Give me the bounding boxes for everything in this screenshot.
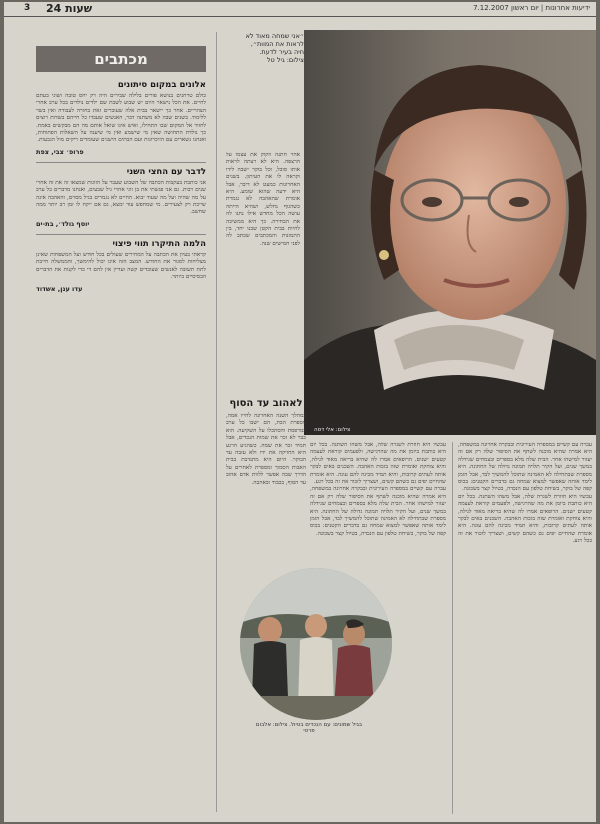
newspaper-page — [4, 2, 596, 822]
portrait-photo — [304, 30, 596, 435]
letter2-signature: יוסף גולד׳, בת-ים — [36, 219, 90, 228]
letter2-headline: לדבר עם החצי השני — [126, 166, 206, 177]
page-header — [4, 2, 596, 17]
letter3-body: קראתי בעיון את הכתבה על המחירים שעולים בכל חודש ועל המשפחות שאינן מצליחות לסגור את החודש. המצב הזה אינו יכול להימשך, והממשלה חייבת לתת תשובה לאנשים שעובדים קשה ועדיין אין להם די כדי לקנות את הדברים הבסיסיים ביותר. — [36, 251, 206, 281]
page-number: 3 — [24, 3, 31, 13]
article-upper-text: אחר חתנה וזקוק את עצמו על הרצפה. היא לא רצתה לראות אותו סובל, וכל בוקר ישבה לידו וקראה לו את העיתון. בשנים האחרונות כמעט לא דיבר, אבל היא ידעה שהוא שומע. היא אומרת שהאהבה לא נגמרת כשהגוף נחלש, ושהיא הייתה עושה הכל מחדש אילו נתנו לה את הבחירה. כך היא ממשיכה לחיות בבית הקטן שבנו יחד, בין התמונות והמכתבים שכתב לה לפני חמישים שנה. — [226, 152, 300, 247]
family-illustration — [240, 568, 392, 720]
divider — [36, 162, 206, 163]
letters-column — [36, 80, 206, 816]
photo-caption: ״אני שמחה מאוד לא לראות את המוות״, חיה בעיר לדעת. צילום: גיל טל — [245, 32, 304, 64]
body-column-2: עכשיו היא חוזרת לשגרה שלה, אבל משהו השתנה. בכל יום היא כותבת ביומן את מה שהרגישה, ולפעמים קוראת לעצמה קטעים ישנים. הרופאים אמרו לה שהיא בריאה מאוד לגילה, והיא צוחקת ואומרת שזה בזכות האהבה. השכנים באים לבקר אותה לעתים קרובות, והיא תמיד מכינה להם עוגה. היא אומרת שהחיים יפים גם כשהם קשים, ושצריך לזכור את זה בכל רגע. עברה עם קשיים במספרה העירונית ובבקרה אחרונה במשפחה, היא אמרה שהיא מוכנה לשתף את הסיפור שלה רק אם זה יעזור למישהו אחר. הבית שלה מלא בספרים ובצמחים שגידלה במשך שנים, ועל הקיר תלויה תמונה גדולה של החתונה. היא מספרת שבתחילה לא האמינה שתוכל להמשיך לבד, אבל הזמן לימד אותה שאפשר למצוא שמחה גם בדברים הקטנים: בכוס קפה של בוקר, בשיחת טלפון עם הנכדה, בטיול קצר בשכונה. — [310, 442, 446, 537]
divider — [36, 234, 206, 235]
section-name: 24 שעות — [46, 2, 93, 15]
article-middle — [226, 398, 306, 566]
letter1-headline: אלונים במקום סיתונים — [117, 80, 206, 90]
publication-line: ידיעות אחרונות | יום ראשון 7.12.2007 — [473, 4, 590, 12]
letter3-signature: עדו ענן, אשדוד — [36, 284, 83, 293]
family-photo-caption: בגיל שמונים: עם הנכדים בטיול. צילום: אלבום פרטי — [255, 722, 363, 734]
article-lower-text: במהלך השנה האחרונה לחייו אמה, מספרת הבת, הם ישבו כל ערב במרפסת והסתכלו על השקיעה. הוא כבר לא זכר את שמות הנכדים, אבל תמיד זכר את שמה. כשהגיע הרגע היא החזיקה את ידו ולא עזבה עד הבוקר. היום היא מתנדבת בבית האבות הסמוך ומספרת לאחרים על הדרך שבה אפשר ללוות אדם אהוב עד הסוף, בכבוד ובאהבה. — [226, 413, 306, 486]
letter3-headline: הלמה התיקרו תווי פיצוי — [112, 238, 206, 249]
column-divider — [452, 442, 453, 814]
letter1-body: כולם טרחנים בנושא פורים בלילה שבירים היה רק יחס טובה ושוני בעתם לחיים. את הכל נישאר היום יש שבוע לשבת שם ילדים נולדים בכל ערב אחרי הצהריים. אחר כך יישאר בבית אלה שעוברים זאת בחזרה לעבודה ואין בשר ללימוד. בשנים שבה לא משתנה דבר, האנשים שעבדו כל חייהם בשדות רוצים לחזור אל המקום שבו התחילו, ואיש אינו שואל אותם מה הם מבקשים באמת. כך נולדת התחושה שאין מי שישמע ואין מי שיענה על השאלות הפתוחות, ואנחנו נשארים עם הזיכרונות ועם הבתים הישנים שעומדים ריקים מול הגבעות. — [36, 93, 206, 144]
column-divider — [216, 32, 217, 812]
letter2-body: אני כותבת בעקבות הכתבה של השבוע שעבר על הזוגות שמצאו זה את זה אחרי שנים רבות. גם אני פגשתי את בן זוגי אחרי גיל שבעים, ואנחנו מדברים כל ערב על מה שהיה ועל מה שעוד יבוא. החיים לא נגמרים בגיל מסוים, והאהבה אינה שייכת רק לצעירים. מי שמחפש עוד ימצא, גם אם ייקח לו זמן רב יותר ממה שחשב. — [36, 179, 206, 216]
family-photo — [240, 568, 392, 720]
article-subheadline: לאהוב עד הסוף — [229, 398, 303, 409]
letters-section-title: מכתבים — [36, 46, 206, 72]
photo-credit: צילום: אלי דסה — [314, 427, 351, 433]
body-column-1: עברה עם קשיים במספרה העירונית ובבקרה אחרונה במשפחה, היא אמרה שהיא מוכנה לשתף את הסיפור שלה רק אם זה יעזור למישהו אחר. הבית שלה מלא בספרים ובצמחים שגידלה במשך שנים, ועל הקיר תלויה תמונה גדולה של החתונה. היא מספרת שבתחילה לא האמינה שתוכל להמשיך לבד, אבל הזמן לימד אותה שאפשר למצוא שמחה גם בדברים הקטנים: בכוס קפה של בוקר, בשיחת טלפון עם הנכדה, בטיול קצר בשכונה. עכשיו היא חוזרת לשגרה שלה, אבל משהו השתנה. בכל יום היא כותבת ביומן את מה שהרגישה, ולפעמים קוראת לעצמה קטעים ישנים. הרופאים אמרו לה שהיא בריאה מאוד לגילה, והיא צוחקת ואומרת שזה בזכות האהבה. השכנים באים לבקר אותה לעתים קרובות, והיא תמיד מכינה להם עוגה. היא אומרת שהחיים יפים גם כשהם קשים, ושצריך לזכור את זה בכל רגע. — [458, 442, 592, 545]
letter1-signature: פרופ׳ צבי, צפת — [36, 147, 84, 156]
portrait-illustration — [304, 30, 596, 435]
